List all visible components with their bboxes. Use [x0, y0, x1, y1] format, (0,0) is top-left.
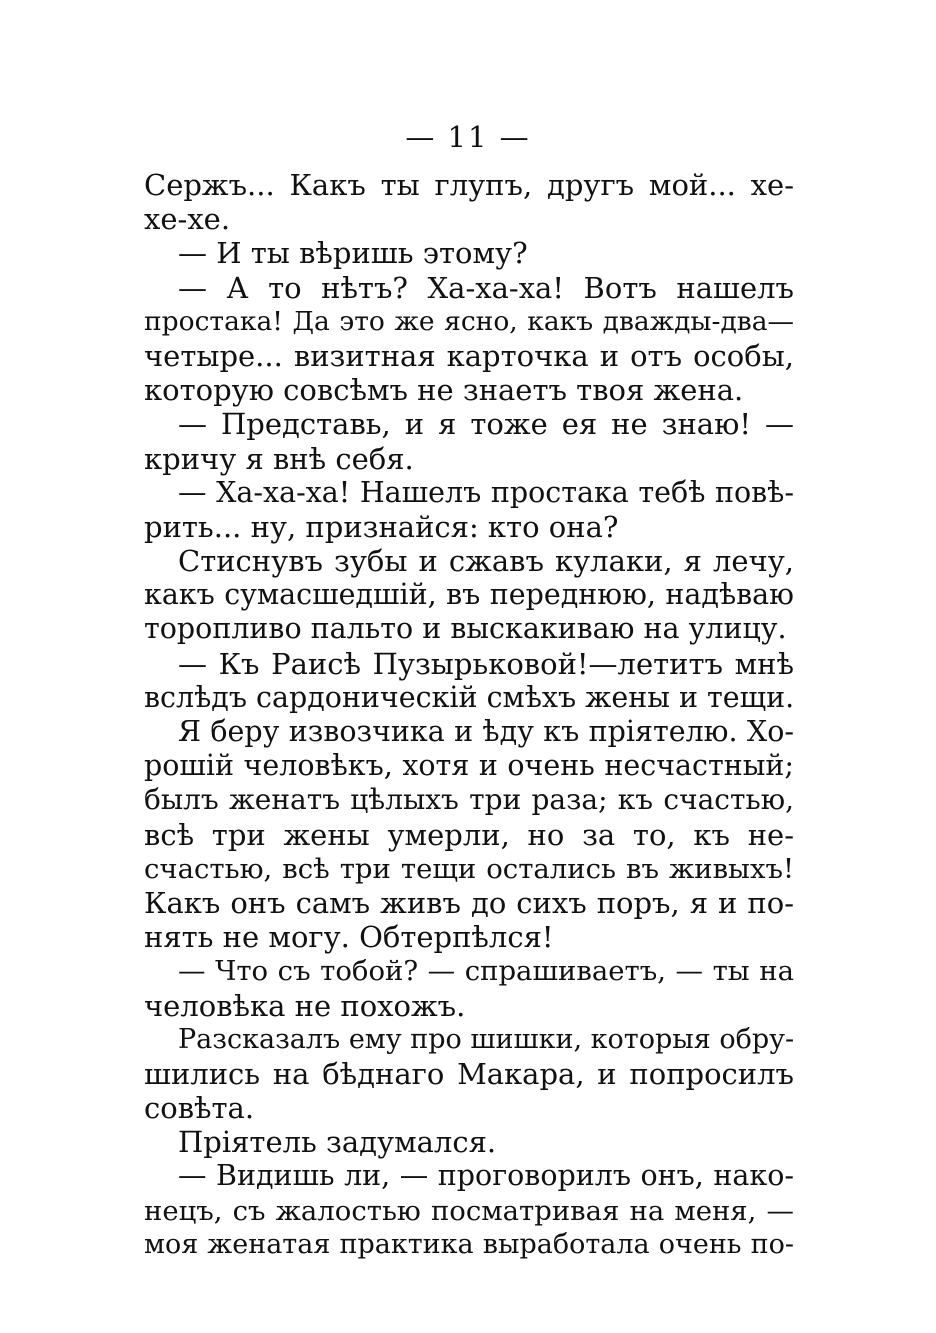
text-line: простака! Да это же ясно, какъ дважды-два—	[144, 305, 794, 337]
text-line: Разсказалъ ему про шишки, которыя обру-	[178, 1023, 795, 1055]
text-line: — Къ Раисѣ Пузырьковой!—летитъ мнѣ	[178, 646, 794, 681]
page-number: — 11 —	[405, 120, 531, 154]
text-line: — Видишь ли, — проговорилъ онъ, нако-	[178, 1159, 794, 1193]
body-text	[144, 168, 794, 1262]
text-line: рить... ну, признайся: кто она?	[144, 509, 619, 544]
text-line: — Представь, и я тоже ея не знаю! —	[178, 407, 794, 442]
text-line: которую совсѣмъ не знаетъ твоя жена.	[144, 373, 744, 408]
text-line: — Что съ тобой? — спрашиваетъ, — ты на	[178, 955, 794, 988]
text-line: Пріятель задумался.	[178, 1125, 497, 1160]
text-line: нять не могу. Обтерпѣлся!	[144, 920, 554, 955]
text-line: былъ женатъ цѣлыхъ три раза; къ счастью,	[144, 783, 794, 817]
text-line: всѣ три жены умерли, но за то, къ не-	[144, 817, 794, 852]
text-line: четыре... визитная карточка и отъ особы,	[144, 338, 794, 373]
text-line: вслѣдъ сардоническій смѣхъ жены и тещи.	[144, 680, 795, 714]
text-line: нецъ, съ жалостью посматривая на меня, —	[144, 1194, 794, 1227]
text-line: совѣта.	[144, 1091, 255, 1126]
text-line: счастью, всѣ три тещи остались въ живыхъ!	[144, 852, 794, 885]
text-line: Стиснувъ зубы и сжавъ кулаки, я лечу,	[178, 544, 794, 579]
text-line: хе-хе.	[144, 202, 231, 237]
text-line: торопливо пальто и выскакиваю на улицу.	[144, 612, 787, 646]
text-line: Какъ онъ самъ живъ до сихъ поръ, я и по-	[144, 885, 794, 920]
text-line: Я беру извозчика и ѣду къ пріятелю. Хо-	[178, 715, 794, 748]
text-line: рошій человѣкъ, хотя и очень несчастный;	[144, 749, 794, 783]
text-line: кричу я внѣ себя.	[144, 441, 414, 476]
text-line: — А то нѣтъ? Ха-ха-ха! Вотъ нашелъ	[178, 270, 794, 305]
text-line: — И ты вѣришь этому?	[178, 236, 528, 271]
text-line: какъ сумасшедшій, въ переднюю, надѣваю	[144, 578, 794, 612]
text-line: человѣка не похожъ.	[144, 988, 466, 1023]
text-line: шились на бѣднаго Макара, и попросилъ	[144, 1056, 794, 1091]
text-line: — Ха-ха-ха! Нашелъ простака тебѣ повѣ-	[178, 475, 794, 509]
text-line: Сержъ... Какъ ты глупъ, другъ мой... хе-	[144, 168, 794, 202]
text-line: моя женатая практика выработала очень по-	[144, 1228, 794, 1260]
